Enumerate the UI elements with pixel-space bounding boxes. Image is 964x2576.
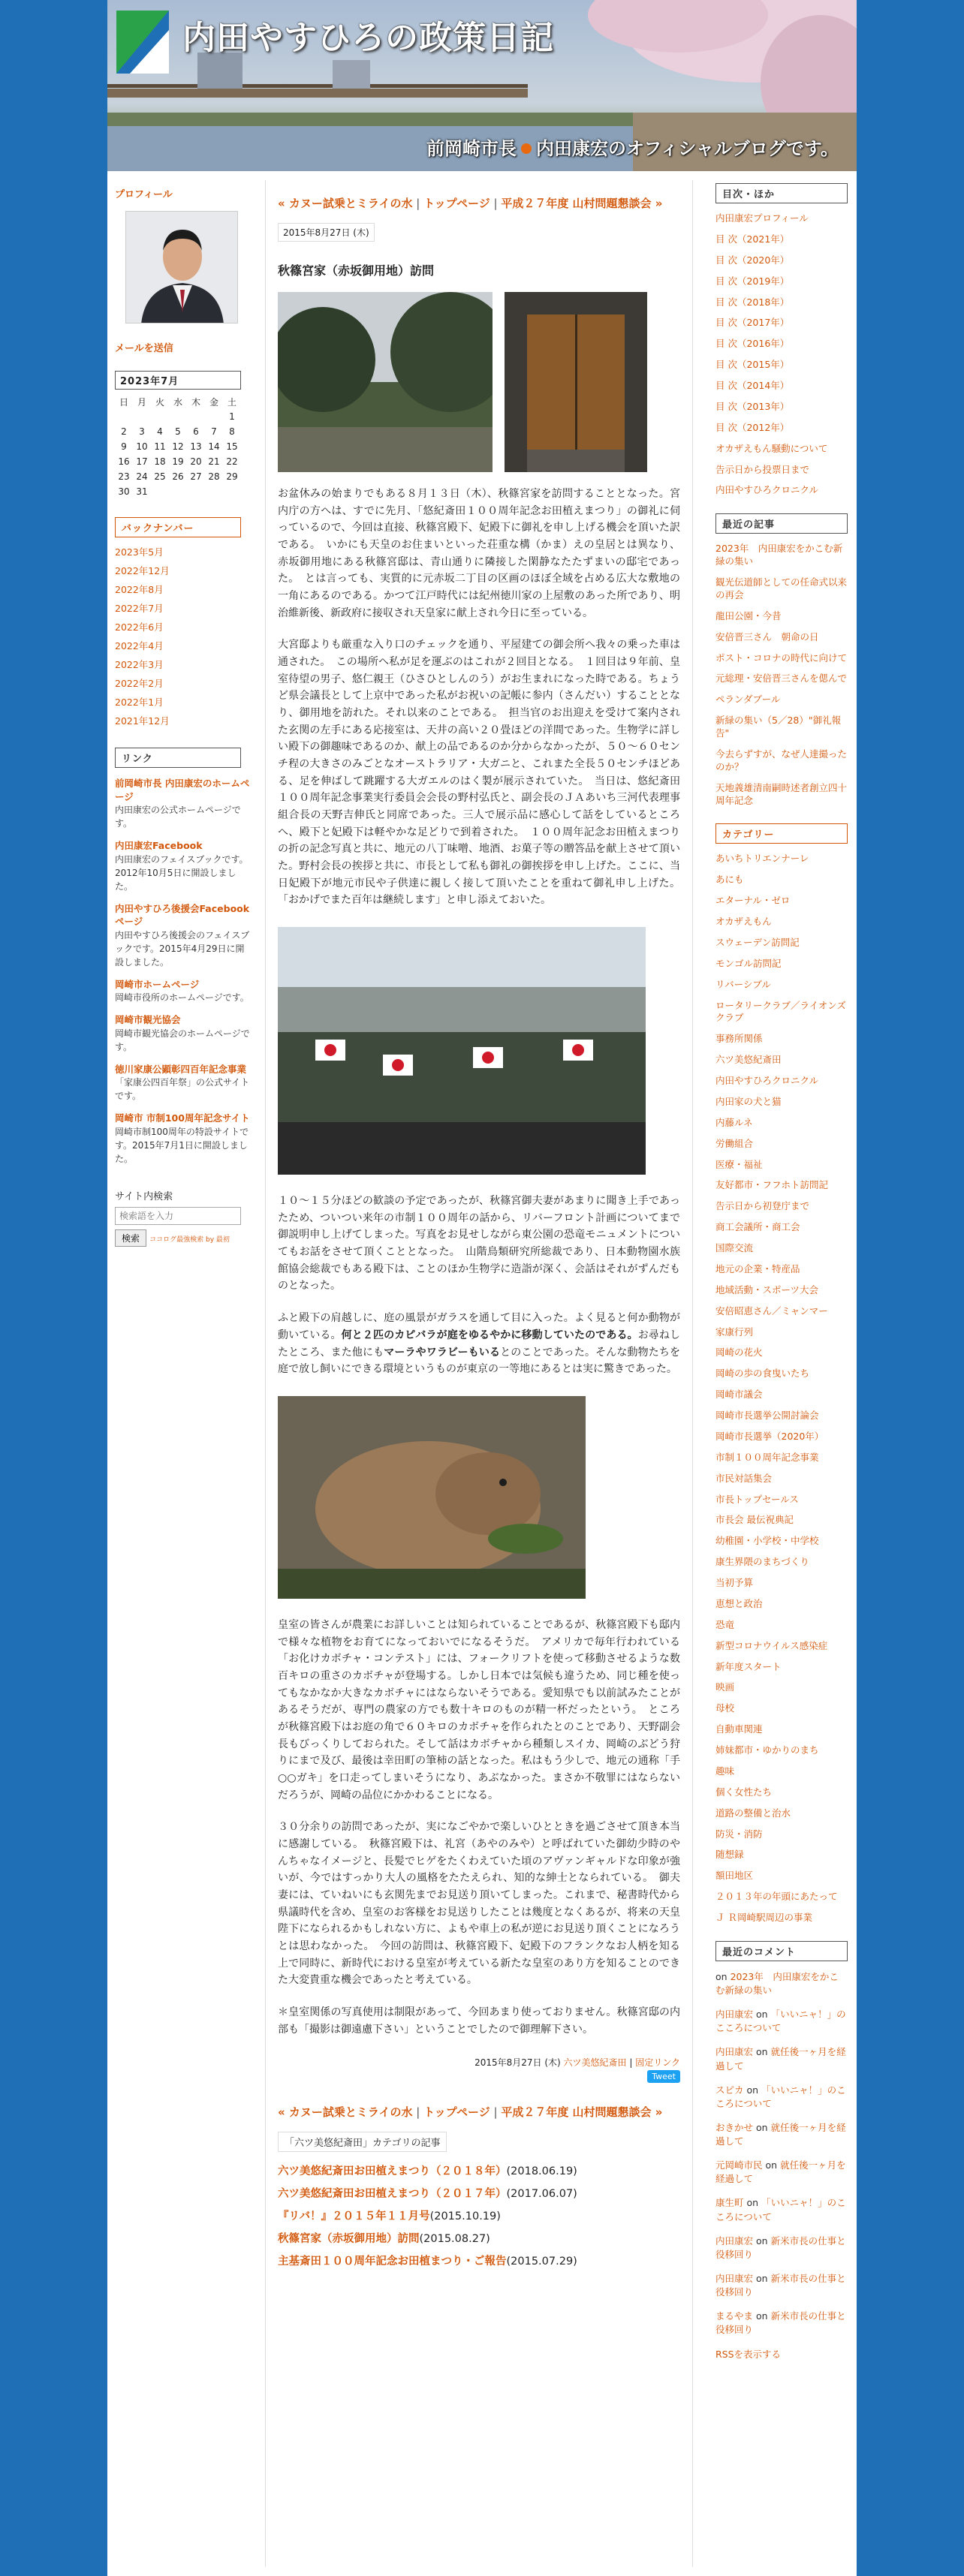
category-item[interactable]: 医療・福祉 bbox=[715, 1158, 763, 1170]
category-item[interactable]: エターナル・ゼロ bbox=[715, 895, 791, 907]
link-title[interactable]: 内田康宏Facebook bbox=[115, 840, 203, 851]
category-item[interactable]: 趣味 bbox=[715, 1765, 735, 1777]
day bbox=[205, 484, 223, 499]
category-item[interactable]: 道路の整備と治水 bbox=[715, 1807, 791, 1819]
paragraph: 大宮邸よりも厳重な入り口のチェックを通り、平屋建ての御会所へ我々の乗った車は通された。 この場所へ私が足を運ぶのはこれが２回目となる。 １回目は９年前、皇室待望の男子、悠仁親王（ひさひとしんのう）がお生まれになった時である。ちょうど県会議長として上京中であった私がお祝いの記帳に参内（さんだい）することとなり、御用地を訪れた。それ以来のことである。 担当官のお出迎えを受けて案内された玄関の左手にある応接室は、天井の高い２０畳ほどの洋間であった。生物学に詳しい殿下の御趣味であるのか、献上の品であるのか分からなかったが、５０～６０センチ程の大きさのみごとなオーストラリア・大ガニと、これまた全長５０センチほどある、足を伸ばして跳躍する大ガエルのはく製が展示されていた。 当日は、悠紀斎田１００周年記念事業実行委員会会長の野村弘氏と、副会長のＪＡあいち三河代表理事組合長の天野吉伸氏と同席であった。三人で展示品に感心して話をしているところへ、殿下と妃殿下は軽やかな足どりで到着された。 １００周年記念お田植えまつりの折の記念写真と共に、地元の八丁味噌、地酒、お菓子等の贈答品を献上させて頂いた。野村会長の挨拶と共に、市長として私も御礼の御挨拶を申し上げた。ここに、当日妃殿下が地元市民や子供達に親しく接して頂いたことを重ねて御礼申し上げた。「おかげでまた百年は継続します」と申し添えておいた。 bbox=[278, 639, 680, 907]
related-link[interactable]: 六ツ美悠紀斎田お田植えまつり（２０１８年） bbox=[278, 2165, 507, 2178]
day: 25 bbox=[154, 471, 166, 482]
category-item[interactable]: 市制１００周年記念事業 bbox=[715, 1451, 819, 1463]
door-photo[interactable] bbox=[505, 292, 647, 472]
links-heading: リンク bbox=[115, 748, 241, 768]
category-item[interactable]: 六ツ美悠紀斎田 bbox=[715, 1054, 782, 1066]
toc-item[interactable]: 目 次（2012年） bbox=[715, 421, 790, 433]
day: 22 bbox=[226, 456, 238, 467]
orange-dot-icon bbox=[521, 143, 532, 154]
category-item[interactable]: 友好都市・フフホト訪問記 bbox=[715, 1179, 829, 1191]
link-desc: 「家康公四百年祭」の公式サイトです。 bbox=[115, 1077, 250, 1101]
day bbox=[169, 409, 187, 424]
category-item[interactable]: 市長会 最伝祝典記 bbox=[715, 1514, 794, 1526]
related-date: (2015.10.19) bbox=[429, 2210, 501, 2223]
day bbox=[133, 409, 151, 424]
text-span: ふと殿下の肩越しに、庭の風景がガラスを通して目に入った。よく見ると何か動物が動いている。 bbox=[278, 1312, 680, 1341]
category-item[interactable]: 幼稚園・小学校・中学校 bbox=[715, 1535, 819, 1547]
backnumber-item[interactable]: 2022年8月 bbox=[115, 584, 164, 595]
comment-link[interactable]: 就任後一ヶ月を経過して bbox=[715, 2121, 846, 2147]
link-desc: 内田康宏の公式ホームページです。 bbox=[115, 805, 241, 829]
category-item[interactable]: モンゴル訪問記 bbox=[715, 957, 782, 969]
day: 14 bbox=[208, 441, 220, 452]
toc-item[interactable]: 目 次（2019年） bbox=[715, 275, 790, 287]
category-item[interactable]: 地元の企業・特産品 bbox=[715, 1262, 800, 1274]
day: 16 bbox=[118, 456, 130, 467]
day bbox=[187, 484, 205, 499]
comment-item bbox=[715, 2310, 848, 2337]
toc-item[interactable]: 目 次（2016年） bbox=[715, 338, 790, 350]
weekday: 水 bbox=[173, 396, 182, 408]
recent-item[interactable]: ペランダブール bbox=[715, 694, 781, 706]
day: 28 bbox=[208, 471, 220, 482]
comment-on: on bbox=[765, 2159, 778, 2171]
day bbox=[187, 409, 205, 424]
day bbox=[115, 409, 133, 424]
toc-item[interactable]: 目 次（2014年） bbox=[715, 380, 790, 391]
paragraph: １０～１５分ほどの歓談の予定であったが、秋篠宮御夫妻があまりに聞き上手であったため、ついつい来年の市制１００周年の話から、リバーフロント計画についてまで御説明申し上げてしまった。写真をお見せしながら東公園の恐竜モニュメントについてもお話をさせて頂くこととなった。 山階鳥類研究所総裁であり、日本動物園水族館協会総裁でもある殿下は、ことのほか生物学に造詣が深く、会話はそれがずんだものとなった。 bbox=[278, 1195, 680, 1293]
post-title: 秋篠宮家（赤坂御用地）訪問 bbox=[278, 263, 435, 278]
comment-item bbox=[715, 2008, 848, 2035]
site-title[interactable]: 内田やすひろの政策日記 bbox=[182, 19, 554, 57]
backnumber-item[interactable]: 2021年12月 bbox=[115, 715, 170, 727]
paragraph: お盆休みの始まりでもある８月１３日（木）、秋篠宮家を訪問することとなった。宮内庁の方へは、すでに先月、「悠紀斎田１００周年記念お田植えまつり」の御礼に伺っているので、今回は直接、秋篠宮殿下、妃殿下に御礼を申し上げる機会を頂いた訳である。 いかにも天皇のお住まいといった荘重な構（かま）えの皇居とは異なり、赤坂御用地にある秋篠宮邸は、青山通りに隣接した閑静なたたずまいの邸宅であった。 とは言っても、実質的に元赤坂二丁目の区画のほぼ全域を占める広大な敷地の一角にあるのである。かつて江戸時代には紀州徳川家の上屋敷のあった所であり、明治維新後、新政府に接収され天皇家に献上され今日に至っている。 bbox=[278, 488, 680, 619]
category-item[interactable]: 岡崎の歩の食曳いたち bbox=[715, 1368, 810, 1380]
category-item[interactable]: 姉妹都市・ゆかりのまち bbox=[715, 1744, 819, 1756]
comments-list bbox=[715, 1970, 848, 2337]
recent-item[interactable]: ポスト・コロナの時代に向けて bbox=[715, 652, 848, 664]
category-item[interactable]: 恐竜 bbox=[715, 1618, 735, 1630]
recent-item[interactable]: 安倍晋三さん 朝命の日 bbox=[715, 630, 819, 642]
text-span: とのことであった。そんな動物たちを庭で放し飼いにできる環境というものが東京の一等地にあるとは実に驚きであった。 bbox=[278, 1346, 681, 1376]
right-sidebar bbox=[715, 180, 848, 2361]
mail-link[interactable]: メールを送信 bbox=[115, 343, 173, 354]
day: 12 bbox=[172, 441, 184, 452]
category-item[interactable]: 岡崎市長選挙公開討論会 bbox=[715, 1410, 819, 1421]
crowd-image bbox=[278, 927, 646, 1175]
search-input[interactable] bbox=[115, 1207, 241, 1225]
category-item[interactable]: 市民対話集会 bbox=[715, 1472, 773, 1484]
category-item[interactable]: 個く女性たち bbox=[715, 1786, 773, 1798]
day: 18 bbox=[154, 456, 166, 467]
category-heading: 「六ツ美悠紀斎田」カテゴリの記事 bbox=[278, 2132, 447, 2152]
link-title[interactable]: 岡崎市 市制100周年記念サイト bbox=[115, 1112, 250, 1124]
post-date: 2015年8月27日 (木) bbox=[278, 223, 375, 242]
category-item[interactable]: 康生界隈のまちづくり bbox=[715, 1556, 809, 1568]
post-navigation-bottom: « カヌー試乗とミライの水 | トップページ | 平成２７年度 山村問題懇談会 » bbox=[278, 2105, 663, 2120]
category-item[interactable]: あにも bbox=[715, 874, 744, 886]
comment-author[interactable]: スピカ bbox=[715, 2084, 744, 2096]
tweet-button[interactable]: Tweet bbox=[647, 2070, 680, 2083]
category-item[interactable]: 当初予算 bbox=[715, 1577, 754, 1588]
emphasis: 何と２匹のカピバラが庭をゆるやかに移動していたのである。 bbox=[341, 1329, 638, 1341]
comment-item bbox=[715, 1970, 848, 1997]
related-link[interactable]: 主基斎田１００周年記念お田植まつり・ご報告 bbox=[278, 2256, 507, 2268]
category-item[interactable]: 地域活動・スポーツ大会 bbox=[715, 1283, 819, 1296]
profile-link[interactable]: プロフィール bbox=[115, 189, 173, 200]
day: 19 bbox=[172, 456, 184, 467]
category-item[interactable]: ロータリークラブ／ライオンズクラブ bbox=[715, 999, 846, 1024]
category-item[interactable]: 恵想と政治 bbox=[715, 1597, 763, 1609]
day bbox=[151, 409, 169, 424]
category-item[interactable]: 内藤ルネ bbox=[715, 1116, 753, 1128]
backnumber-item[interactable]: 2022年7月 bbox=[115, 603, 164, 614]
comment-author[interactable]: 康生町 bbox=[715, 2197, 744, 2209]
weekday: 金 bbox=[209, 396, 218, 408]
comment-author[interactable]: 内田康宏 bbox=[715, 2272, 754, 2284]
comment-on: on bbox=[756, 2310, 768, 2322]
comment-author[interactable]: 内田康宏 bbox=[715, 2009, 754, 2021]
day: 8 bbox=[229, 426, 235, 437]
category-item[interactable]: 市長トップセールス bbox=[715, 1493, 799, 1505]
toc-item[interactable]: 告示日から投票日まで bbox=[715, 463, 810, 475]
recent-heading: 最近の記事 bbox=[715, 513, 848, 534]
backnumber-item[interactable]: 2022年4月 bbox=[115, 640, 164, 652]
toc-item[interactable]: 目 次（2013年） bbox=[715, 400, 790, 412]
rss-link[interactable]: RSSを表示する bbox=[715, 2349, 782, 2361]
crowd-photo[interactable] bbox=[278, 927, 646, 1175]
day: 30 bbox=[118, 486, 130, 497]
related-date: (2015.08.27) bbox=[419, 2233, 490, 2246]
day: 1 bbox=[229, 411, 235, 422]
prev-post-link[interactable]: « カヌー試乗とミライの水 bbox=[278, 197, 413, 210]
weekday: 日 bbox=[119, 396, 128, 408]
related-item bbox=[278, 2230, 680, 2246]
link-title[interactable]: 徳川家康公顕彰四百年記念事業 bbox=[115, 1063, 247, 1075]
comment-item bbox=[715, 2234, 848, 2262]
day: 11 bbox=[154, 441, 166, 452]
left-sidebar bbox=[115, 180, 253, 1247]
main-content bbox=[265, 180, 693, 2567]
recent-item[interactable]: 龍田公園・今昔 bbox=[715, 609, 782, 621]
day bbox=[223, 484, 241, 499]
comment-link[interactable]: 新米市長の仕事と役移回り bbox=[715, 2310, 846, 2336]
day: 2 bbox=[121, 426, 127, 437]
comment-link[interactable]: 就任後一ヶ月を経過して bbox=[715, 2046, 846, 2072]
link-title[interactable]: 岡崎市観光協会 bbox=[115, 1014, 181, 1025]
category-item[interactable]: 額田地区 bbox=[715, 1870, 754, 1882]
comment-item bbox=[715, 2045, 848, 2072]
calendar-table bbox=[115, 394, 241, 499]
emphasis: マーラやワラビーもいる bbox=[384, 1346, 501, 1359]
comment-link[interactable]: 「いいニャ！」のこころについて bbox=[715, 2009, 846, 2034]
comment-author[interactable]: まるやま bbox=[715, 2310, 754, 2322]
related-date: (2017.06.07) bbox=[506, 2188, 577, 2201]
day bbox=[169, 484, 187, 499]
comment-author[interactable]: 内田康宏 bbox=[715, 2234, 754, 2246]
day: 23 bbox=[118, 471, 130, 482]
recent-item[interactable]: 観光伝道師としての任命式以来の再会 bbox=[715, 576, 848, 600]
comment-link[interactable]: 新米市長の仕事と役移回り bbox=[715, 2272, 846, 2298]
backnumber-item[interactable]: 2022年3月 bbox=[115, 659, 164, 670]
day: 29 bbox=[226, 471, 238, 482]
day: 4 bbox=[157, 426, 163, 437]
toc-item[interactable]: 目 次（2020年） bbox=[715, 254, 790, 266]
day: 27 bbox=[190, 471, 202, 482]
category-list bbox=[715, 853, 848, 1924]
capybara-photo[interactable] bbox=[278, 1396, 586, 1599]
permalink[interactable]: 固定リンク bbox=[635, 2057, 680, 2069]
recent-item[interactable]: 今去らずすが、なぜ人達撮ったのか？ bbox=[715, 748, 848, 772]
comment-on: on bbox=[746, 2084, 759, 2096]
portrait-image bbox=[126, 212, 238, 324]
recent-item[interactable]: 天地義雄清南嗣時述者創立四十周年記念 bbox=[715, 781, 848, 806]
recent-list bbox=[715, 543, 848, 807]
category-item[interactable]: 国際交流 bbox=[715, 1242, 754, 1253]
category-item[interactable]: 告示日から初登庁まで bbox=[715, 1200, 810, 1212]
category-item[interactable]: オカザえもん bbox=[715, 916, 772, 927]
link-desc: 岡崎市役所のホームページです。 bbox=[115, 992, 249, 1003]
day: 7 bbox=[211, 426, 217, 437]
recent-item[interactable]: 新緑の集い（5／28）"御礼報告" bbox=[715, 715, 842, 739]
comment-author[interactable]: 元岡崎市民 bbox=[715, 2159, 763, 2171]
toc-item[interactable]: 目 次（2021年） bbox=[715, 233, 790, 245]
post-navigation: « カヌー試乗とミライの水 | トップページ | 平成２７年度 山村問題懇談会 » bbox=[278, 197, 663, 210]
door-image bbox=[505, 292, 647, 472]
toc-item[interactable]: 内田やすひろクロニクル bbox=[715, 484, 819, 496]
backnumber-heading: バックナンバー bbox=[115, 517, 241, 537]
footer-date: 2015年8月27日 (木) bbox=[474, 2057, 561, 2069]
category-list-heading: カテゴリー bbox=[715, 823, 848, 844]
links-list bbox=[115, 777, 253, 1166]
day: 3 bbox=[139, 426, 145, 437]
day: 6 bbox=[193, 426, 199, 437]
prev-post-link[interactable]: « カヌー試乗とミライの水 bbox=[278, 2105, 413, 2120]
day: 24 bbox=[136, 471, 148, 482]
comment-author[interactable]: 内田康宏 bbox=[715, 2046, 754, 2058]
related-date: (2018.06.19) bbox=[506, 2165, 577, 2178]
comment-on: on bbox=[756, 2121, 768, 2133]
paragraph bbox=[278, 1310, 680, 1378]
backnumber-item[interactable]: 2022年12月 bbox=[115, 565, 170, 576]
related-link[interactable]: 『リバ！』２０１５年１１月号 bbox=[278, 2210, 430, 2223]
category-item[interactable]: Ｊ Ｒ岡崎駅周辺の事業 bbox=[715, 1912, 812, 1923]
paragraph: ＊皇室関係の写真使用は制限があって、今回あまり使っておりません。秋篠宮邸の内部も「撮影は御遠慮下さい」ということでしたので御理解下さい。 bbox=[278, 2006, 680, 2036]
related-link[interactable]: 六ツ美悠紀斎田お田植えまつり（２０１７年） bbox=[278, 2188, 507, 2201]
day: 17 bbox=[136, 456, 148, 467]
category-item[interactable]: リバーシブル bbox=[715, 978, 771, 990]
recent-item[interactable]: 2023年 内田康宏をかこむ新緑の集い bbox=[715, 543, 843, 567]
profile-photo[interactable] bbox=[125, 211, 238, 324]
text-span: お尋ねしたところ、また他にも bbox=[278, 1329, 681, 1359]
top-page-link[interactable]: トップページ bbox=[423, 2105, 490, 2120]
link-desc: 岡崎市制100周年の特設サイトです。2015年7月1日に開設しました。 bbox=[115, 1126, 249, 1164]
comment-item bbox=[715, 2196, 848, 2223]
comment-link[interactable]: 「いいニャ！」のこころについて bbox=[715, 2197, 846, 2222]
day: 26 bbox=[172, 471, 184, 482]
next-post-link[interactable]: 平成２７年度 山村問題懇談会 » bbox=[501, 197, 663, 210]
toc-item[interactable]: 内田康宏プロフィール bbox=[715, 212, 809, 224]
toc-item[interactable]: オカザえもん騒動について bbox=[715, 442, 828, 454]
related-item bbox=[278, 2162, 680, 2178]
comment-link[interactable]: 「いいニャ！」のこころについて bbox=[715, 2084, 846, 2109]
top-page-link[interactable]: トップページ bbox=[423, 197, 490, 210]
backnumber-item[interactable]: 2022年6月 bbox=[115, 621, 164, 633]
day bbox=[151, 484, 169, 499]
category-item[interactable]: ２０１３年の年頭にあたって bbox=[715, 1891, 838, 1903]
header-banner bbox=[107, 0, 857, 171]
weekday: 月 bbox=[137, 396, 146, 408]
garden-photo[interactable] bbox=[278, 292, 493, 472]
toc-item[interactable]: 目 次（2015年） bbox=[715, 359, 790, 371]
link-title[interactable]: 前岡崎市長 内田康宏のホームページ bbox=[115, 778, 250, 802]
search-note[interactable]: ココログ最強検索 by 最初 bbox=[149, 1235, 230, 1244]
comment-author[interactable]: おきかせ bbox=[715, 2121, 754, 2133]
day: 20 bbox=[190, 456, 202, 467]
category-item[interactable]: 安倍昭恵さん／ミャンマー bbox=[715, 1305, 828, 1317]
day: 5 bbox=[175, 426, 181, 437]
link-title[interactable]: 内田やすひろ後援会Facebookページ bbox=[115, 902, 250, 927]
page-wrapper bbox=[107, 0, 857, 2576]
related-list bbox=[278, 2162, 680, 2268]
category-item[interactable]: 新型コロナウイルス感染症 bbox=[715, 1639, 828, 1651]
category-item[interactable]: 事務所関係 bbox=[715, 1033, 763, 1045]
post-footer: 2015年8月27日 (木) 六ツ美悠紀斎田 | 固定リンク Tweet bbox=[474, 2057, 680, 2082]
comment-item bbox=[715, 2159, 848, 2186]
comment-on: on bbox=[756, 2009, 768, 2021]
search-button[interactable]: 検索 bbox=[115, 1229, 146, 1247]
footer-category-link[interactable]: 六ツ美悠紀斎田 bbox=[563, 2057, 627, 2069]
subtitle-role: 前岡崎市長 bbox=[426, 138, 517, 159]
site-subtitle bbox=[426, 134, 839, 160]
category-item[interactable]: 岡崎の花火 bbox=[715, 1347, 763, 1359]
comment-link[interactable]: 新米市長の仕事と役移回り bbox=[715, 2234, 846, 2260]
backnumber-item[interactable]: 2022年1月 bbox=[115, 697, 164, 708]
category-item[interactable]: 防災・消防 bbox=[715, 1828, 763, 1840]
weekday: 木 bbox=[191, 396, 200, 408]
comments-heading: 最近のコメント bbox=[715, 1941, 848, 1961]
category-item[interactable]: 内田家の犬と猫 bbox=[715, 1095, 782, 1107]
site-search bbox=[115, 1188, 253, 1247]
backnumber-list bbox=[115, 546, 253, 727]
calendar-caption: 2023年7月 bbox=[115, 371, 241, 390]
day: 13 bbox=[190, 441, 202, 452]
toc-heading: 目次・ほか bbox=[715, 183, 848, 203]
related-item bbox=[278, 2207, 680, 2223]
link-title[interactable]: 岡崎市ホームページ bbox=[115, 978, 200, 990]
link-desc: 内田やすひろ後援会のフェイスブックです。2015年4月29日に開設しました。 bbox=[115, 929, 250, 968]
link-desc: 内田康宏のフェイスブックです。2012年10月5日に開設しました。 bbox=[115, 853, 249, 892]
comment-on: on bbox=[715, 1970, 728, 1982]
next-post-link[interactable]: 平成２７年度 山村問題懇談会 » bbox=[501, 2105, 663, 2120]
comment-link[interactable]: 就任後一ヶ月を経過して bbox=[715, 2159, 846, 2185]
top-photos bbox=[278, 292, 680, 472]
calendar bbox=[115, 371, 241, 499]
comment-item bbox=[715, 2084, 848, 2111]
category-item[interactable]: 内田やすひろクロニクル bbox=[715, 1075, 819, 1086]
link-desc: 岡崎市観光協会のホームページです。 bbox=[115, 1028, 250, 1052]
toc-item[interactable]: 目 次（2017年） bbox=[715, 317, 790, 329]
category-item[interactable]: 母校 bbox=[715, 1702, 735, 1714]
comment-on: on bbox=[756, 2272, 768, 2284]
day bbox=[205, 409, 223, 424]
category-item[interactable]: 商工会議所・商工会 bbox=[715, 1221, 800, 1233]
related-link[interactable]: 秋篠宮家（赤坂御用地）訪問 bbox=[278, 2233, 420, 2246]
comment-on: on bbox=[756, 2234, 768, 2246]
weekday: 火 bbox=[155, 396, 164, 408]
day: 31 bbox=[136, 486, 148, 497]
category-item[interactable]: スウェーデン訪問記 bbox=[715, 936, 800, 948]
comment-on: on bbox=[756, 2046, 768, 2058]
paragraph: 皇室の皆さんが農業にお詳しいことは知られていることであるが、秋篠宮殿下も邸内で様々な植物をお育てになっておいでになるそうだ。 アメリカで毎年行われている「お化けカボチャ・コンテスト」には、フォークリフトを使って移動させるような数百キロの重さのカボチャが登場する。しかし日本では気候も違うため、同じ種を使ってもなかなか大きなカボチャにはならないそうである。愛知県でも以前試みたことがあるそうだが、専門の農家の方でも数十キロのものが精一杯だったという。 ところが秋篠宮殿下はお庭の角で６０キロのカボチャを作られたとのことであり、天野副会長もびっくりしておられた。そして話はカボチャから種類しスイカ、岡崎のぶどう狩りにまで及び、最後は幸田町の筆柿の話となった。私はもう少しで、地元の通称「手○○ガキ」を口走ってしまいそうになり、あぶなかった。まさか不敬罪にはならないだろうが、岡崎の品位にかかわることになる。 bbox=[278, 1618, 680, 1801]
category-item[interactable]: 映画 bbox=[715, 1681, 735, 1693]
day: 21 bbox=[208, 456, 220, 467]
related-date: (2015.07.29) bbox=[506, 2256, 577, 2268]
search-heading: サイト内検索 bbox=[115, 1190, 173, 1202]
category-item[interactable]: 労働組合 bbox=[715, 1137, 754, 1149]
comment-item bbox=[715, 2272, 848, 2299]
day: 15 bbox=[226, 441, 238, 452]
comment-link[interactable]: 2023年 内田康宏をかこむ新緑の集い bbox=[715, 1970, 839, 1996]
category-item[interactable]: 自動車関連 bbox=[715, 1723, 763, 1735]
day: 9 bbox=[121, 441, 127, 452]
recent-item[interactable]: 元総理・安倍晋三さんを偲んで bbox=[715, 673, 848, 685]
category-item[interactable]: 家康行列 bbox=[715, 1326, 754, 1338]
comment-item bbox=[715, 2121, 848, 2148]
paragraph: ３０分余りの訪問であったが、実になごやかで楽しいひとときを過ごさせて頂き本当に感謝している。 秋篠宮殿下は、礼宮（あやのみや）と呼ばれていた御幼少時のやんちゃなイメージと、長髪でヒゲをたくわえていた頃のアヴァンギャルドな印象が強いが、今ではすっかり大人の風格をたたえられ、知的な紳士となられている。 御夫妻には、ていねいにも玄関先までお見送り頂いてしまった。これまで、秘書時代から県議時代を含め、皇室のお客様をお見送りしたことは幾度となくあるが、将来の天皇陛下になられるかもしれない方に、よもや車上の私が逆にお見送り頂くことになろうとは思わなかった。 今回の訪問は、秋篠宮殿下、妃殿下のフランクなお人柄を知る上で同時に、新時代における皇室が考えている新たな皇室のあり方を知ることのできた大変貴重な機会であったと考えている。 bbox=[278, 1821, 680, 1987]
capybara-image bbox=[278, 1396, 586, 1599]
subtitle-text: 内田康宏のオフィシャルブログです。 bbox=[536, 138, 839, 159]
related-item bbox=[278, 2252, 680, 2268]
backnumber-item[interactable]: 2022年2月 bbox=[115, 678, 164, 689]
toc-list bbox=[715, 212, 848, 497]
category-item[interactable]: 随想録 bbox=[715, 1849, 744, 1861]
related-item bbox=[278, 2185, 680, 2201]
category-item[interactable]: 岡崎市長選挙（2020年） bbox=[715, 1430, 824, 1442]
category-item[interactable]: 岡崎市議会 bbox=[715, 1389, 763, 1401]
category-item[interactable]: あいちトリエンナーレ bbox=[715, 853, 809, 865]
toc-item[interactable]: 目 次（2018年） bbox=[715, 296, 790, 308]
backnumber-item[interactable]: 2023年5月 bbox=[115, 546, 164, 558]
comment-on: on bbox=[746, 2197, 759, 2209]
weekday: 土 bbox=[227, 396, 236, 408]
category-item[interactable]: 新年度スタート bbox=[715, 1660, 782, 1672]
day: 10 bbox=[136, 441, 148, 452]
garden-image bbox=[278, 292, 493, 472]
